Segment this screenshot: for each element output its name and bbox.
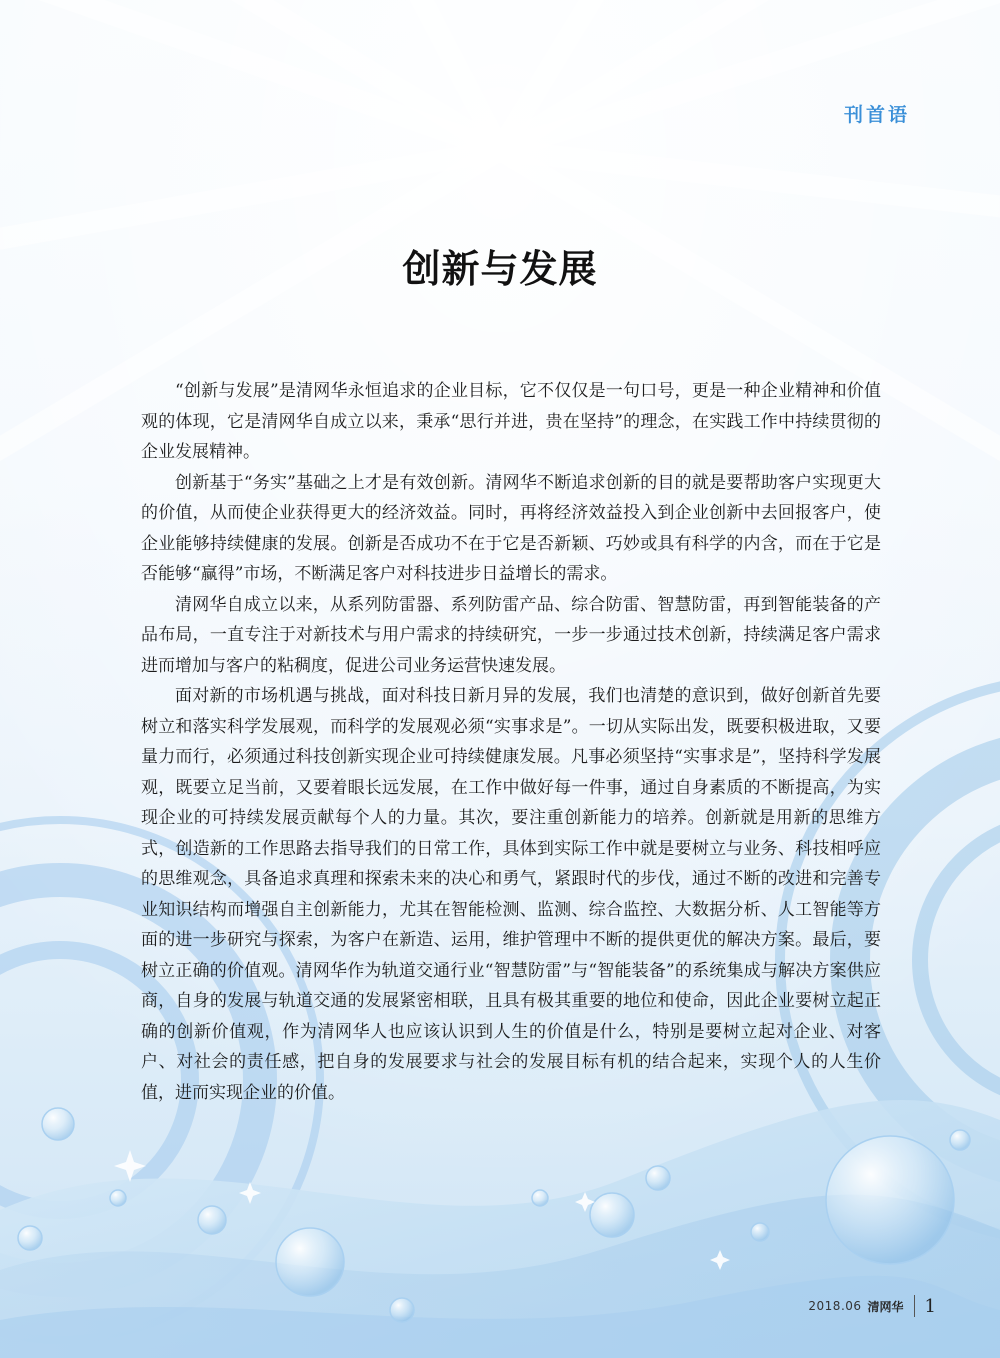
paragraph: 清网华自成立以来，从系列防雷器、系列防雷产品、综合防雷、智慧防雷，再到智能装备的产品布局，一直专注于对新技术与用户需求的持续研究，一步一步通过技术创新，持续满足客户需求进而增加与客户的粘稠度，促进公司业务运营快速发展。 bbox=[141, 594, 881, 676]
page-number: 1 bbox=[924, 1295, 936, 1317]
article-title: 创新与发展 bbox=[402, 246, 598, 291]
footer-divider bbox=[914, 1295, 915, 1317]
issue-date: 2018.06 bbox=[808, 1299, 862, 1313]
paragraph: 面对新的市场机遇与挑战，面对科技日新月异的发展，我们也清楚的意识到，做好创新首先要树立和落实科学发展观，而科学的发展观必须“实事求是”。一切从实际出发，既要积极进取，又要量力而行，必须通过科技创新实现企业可持续健康发展。凡事必须坚持“实事求是”，坚持科学发展观，既要立足当前，又要着眼长远发展，在工作中做好每一件事，通过自身素质的不断提高，为实现企业的可持续发展贡献每个人的力量。其次，要注重创新能力的培养。创新就是用新的思维方式，创造新的工作思路去指导我们的日常工作，具体到实际工作中就是要树立与业务、科技相呼应的思维观念，具备追求真理和探索未来的决心和勇气，紧跟时代的步伐，通过不断的改进和完善专业知识结构而增强自主创新能力，尤其在智能检测、监测、综合监控、大数据分析、人工智能等方面的进一步研究与探索，为客户在新造、运用，维护管理中不断的提供更优的解决方案。最后，要树立正确的价值观。清网华作为轨道交通行业“智慧防雷”与“智能装备”的系统集成与解决方案供应商，自身的发展与轨道交通的发展紧密相联，且具有极其重要的地位和使命，因此企业要树立起正确的创新价值观，作为清网华人也应该认识到人生的价值是什么，特别是要树立起对企业、对客户、对社会的责任感，把自身的发展要求与社会的发展目标有机的结合起来，实现个人的人生价值，进而实现企业的价值。 bbox=[141, 686, 881, 1103]
magazine-name: 清网华 bbox=[867, 1299, 904, 1314]
article-body bbox=[141, 376, 881, 1108]
section-tag: 刊首语 bbox=[843, 104, 910, 126]
page-footer bbox=[808, 1294, 936, 1318]
paragraph: “创新与发展”是清网华永恒追求的企业目标，它不仅仅是一句口号，更是一种企业精神和价值观的体现，它是清网华自成立以来，秉承“思行并进，贵在坚持”的理念，在实践工作中持续贯彻的企业发展精神。 bbox=[141, 381, 881, 462]
paragraph: 创新基于“务实”基础之上才是有效创新。清网华不断追求创新的目的就是要帮助客户实现更大的价值，从而使企业获得更大的经济效益。同时，再将经济效益投入到企业创新中去回报客户，使企业能够持续健康的发展。创新是否成功不在于它是否新颖、巧妙或具有科学的内含，而在于它是否能够“赢得”市场，不断满足客户对科技进步日益增长的需求。 bbox=[141, 472, 881, 584]
